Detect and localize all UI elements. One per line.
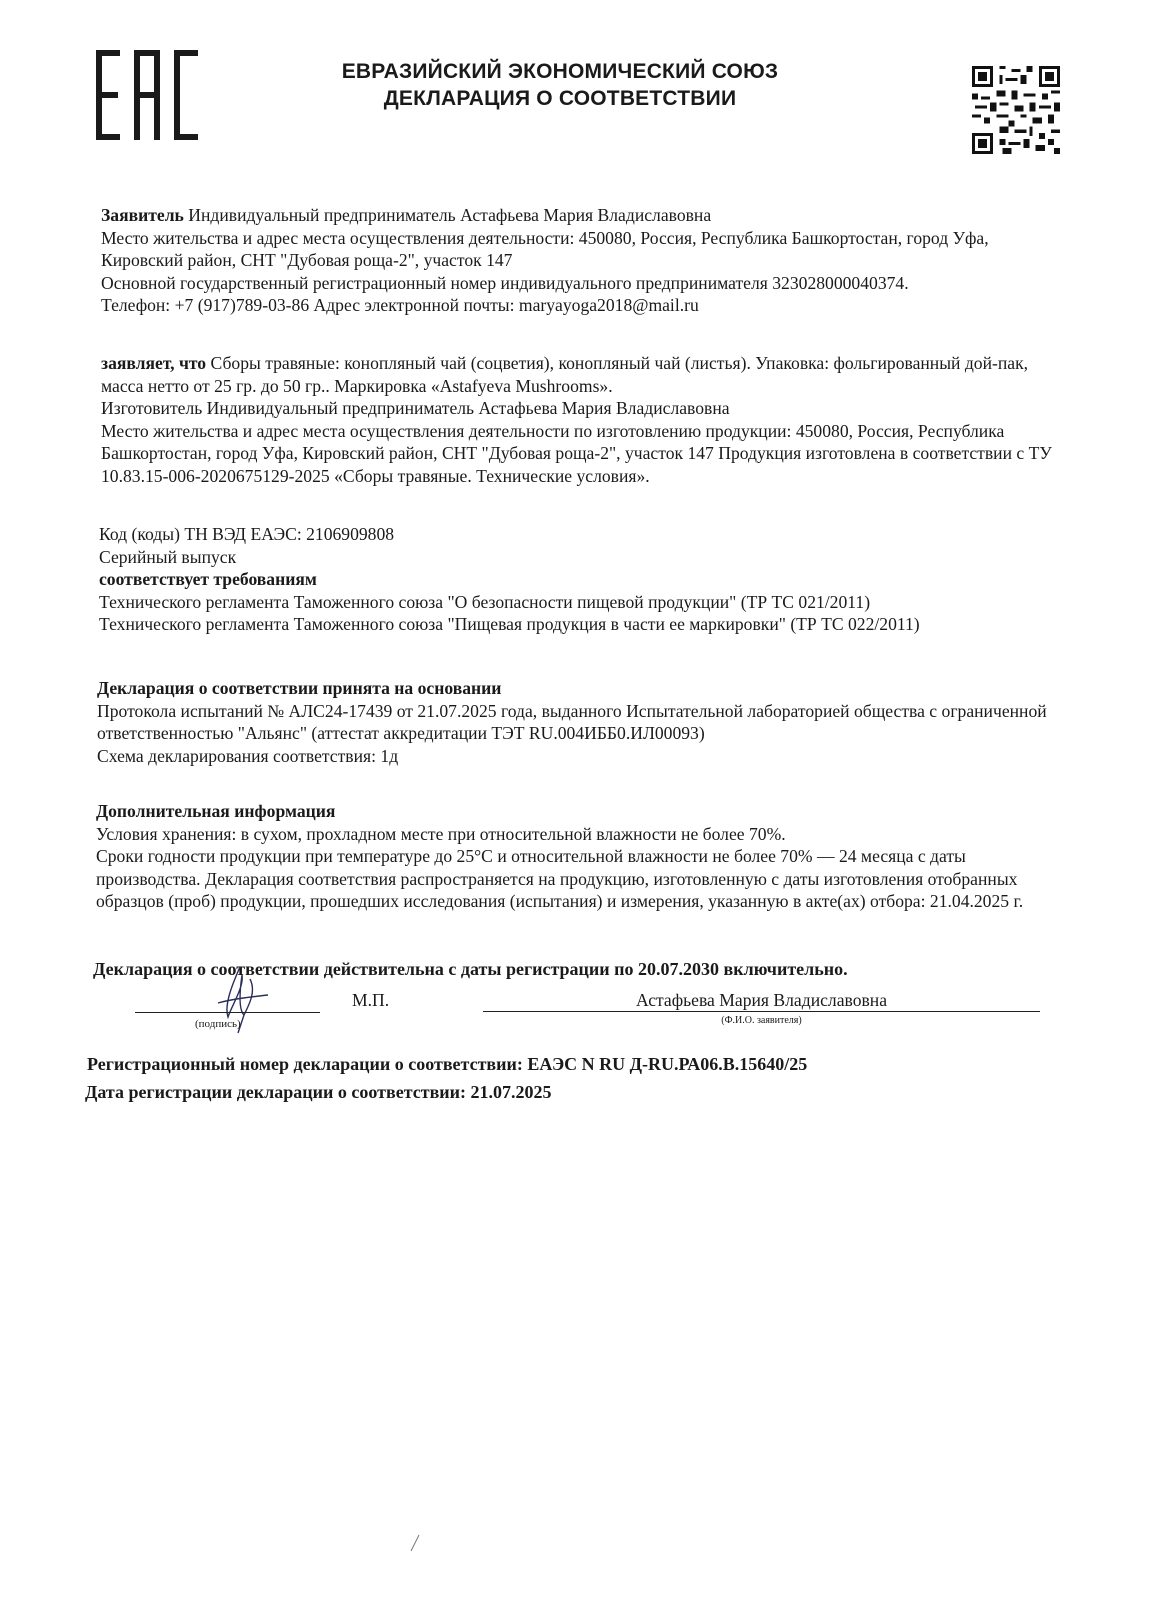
declares-label: заявляет, что	[101, 353, 207, 373]
applicant-ogrn: Основной государственный регистрационный номер индивидуального предпринимателя 323028000040374.	[101, 272, 909, 293]
applicant-label: Заявитель	[101, 205, 184, 225]
registration-number: Регистрационный номер декларации о соответствии: ЕАЭС N RU Д-RU.РА06.В.15640/25	[87, 1054, 808, 1074]
signer-name-caption: (Ф.И.О. заявителя)	[721, 1015, 802, 1026]
registration-date: Дата регистрации декларации о соответствии: 21.07.2025	[85, 1082, 552, 1102]
qr-code	[972, 66, 1060, 154]
regulation-1: Технического регламента Таможенного союза "О безопасности пищевой продукции" (ТР ТС 021/2011)	[99, 591, 871, 612]
scan-mark	[405, 1533, 425, 1553]
stamp-label: М.П.	[352, 990, 390, 1010]
signature-caption: (подпись)	[195, 1018, 241, 1030]
serial-release: Серийный выпуск	[99, 546, 237, 567]
validity-statement: Декларация о соответствии действительна с даты регистрации по 20.07.2030 включительно.	[93, 959, 848, 979]
additional-info-label: Дополнительная информация	[96, 801, 336, 821]
codes-section	[99, 523, 1059, 636]
applicant-section	[101, 204, 1061, 317]
shelf-life: Сроки годности продукции при температуре до 25°С и относительной влажности не более 70% — 24 месяца с даты производства. Декларация соответствия распространяется на продукцию, изготовленную с даты изготовления отобранных образцов (проб) продукции, прошедших исследования (испытания) и измерения, указанную в акте(ах) отбора: 21.04.2025 г.	[96, 846, 1024, 911]
applicant-name: Индивидуальный предприниматель Астафьева Мария Владиславовна	[183, 205, 712, 225]
manufacturer: Изготовитель Индивидуальный предприниматель Астафьева Мария Владиславовна	[101, 398, 730, 418]
header-title-line2: ДЕКЛАРАЦИЯ О СООТВЕТСТВИИ	[383, 87, 737, 110]
declaration-section	[101, 352, 1061, 487]
product-description: Сборы травяные: конопляный чай (соцветия), конопляный чай (листья). Упаковка: фольгированный дой-пак, масса нетто от 25 гр. до 50 гр.. Маркировка «Astafyeva Mushrooms».	[101, 353, 1029, 396]
document-header	[300, 58, 820, 112]
requirements-label: соответствует требованиям	[99, 569, 317, 589]
declaration-scheme: Схема декларирования соответствия: 1д	[97, 745, 399, 766]
signer-name-line	[483, 1011, 1040, 1012]
signer-name: Астафьева Мария Владиславовна	[635, 990, 888, 1010]
applicant-address: Место жительства и адрес места осуществления деятельности: 450080, Россия, Республика Башкортостан, город Уфа, Кировский район, СНТ "Дубовая роща-2", участок 147	[101, 227, 989, 270]
basis-label: Декларация о соответствии принята на основании	[97, 678, 502, 698]
signature-line	[135, 1012, 320, 1013]
manufacturer-address: Место жительства и адрес места осуществления деятельности по изготовлению продукции: 450080, Россия, Республика Башкортостан, город Уфа, Кировский район, СНТ "Дубовая роща-2", участок 147 Продукция изготовлена в соответствии с ТУ 10.83.15-006-2020675129-2025 «Сборы травяные. Технические условия».	[101, 420, 1052, 486]
header-title-line1: ЕВРАЗИЙСКИЙ ЭКОНОМИЧЕСКИЙ СОЮЗ	[341, 60, 779, 83]
eac-logo	[96, 50, 198, 140]
tn-ved-code: Код (коды) ТН ВЭД ЕАЭС: 2106909808	[99, 524, 395, 544]
applicant-contacts: Телефон: +7 (917)789-03-86 Адрес электронной почты: maryayoga2018@mail.ru	[101, 295, 699, 315]
basis-section	[97, 677, 1057, 767]
storage-conditions: Условия хранения: в сухом, прохладном месте при относительной влажности не более 70%.	[96, 823, 786, 844]
regulation-2: Технического регламента Таможенного союза "Пищевая продукция в части ее маркировки" (ТР ТС 022/2011)	[99, 614, 920, 634]
test-protocol: Протокола испытаний № АЛС24-17439 от 21.07.2025 года, выданного Испытательной лабораторией общества с ограниченной ответственностью "Альянс" (аттестат аккредитации ТЭТ RU.004ИББ0.ИЛ00093)	[97, 700, 1047, 743]
additional-info-section	[96, 800, 1056, 913]
